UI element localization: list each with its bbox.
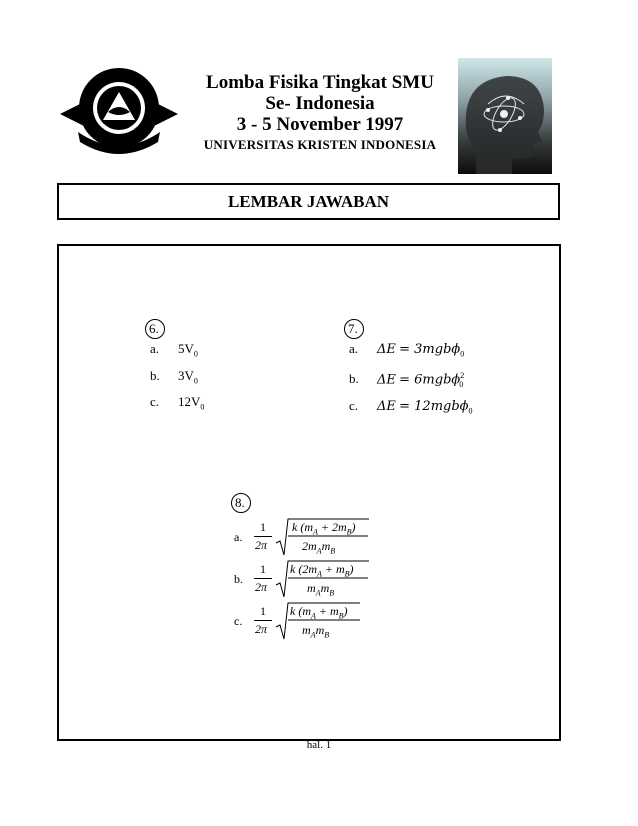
q8b-coef-bar: [254, 578, 272, 579]
q8-option-c[interactable]: c. 1 2π k $(m_A + m_B)$ $m_Am_B$: [234, 601, 384, 641]
answer-sheet-banner: [57, 183, 560, 220]
title-line-2: Se- Indonesia: [265, 93, 375, 114]
q7-option-c[interactable]: c. ΔE = 12mgbϕ$_0$: [349, 397, 473, 416]
university-name: UNIVERSITAS KRISTEN INDONESIA: [203, 137, 437, 152]
q7-option-a[interactable]: a. ΔE = 3mgbϕ$_0$: [349, 341, 465, 359]
title-line-1: Lomba Fisika Tingkat SMU: [206, 72, 434, 93]
q8b-denominator: $m_Am_B$: [307, 581, 335, 598]
page-number: hal. 1: [306, 739, 332, 751]
q8a-coef-bar: [254, 536, 272, 537]
q6-option-c[interactable]: c. $12V_0$: [150, 394, 205, 412]
header-title-block: [190, 72, 450, 155]
question-6-number: 6.: [149, 321, 159, 336]
q8-option-b[interactable]: b. 1 2π k $(2m_A + m_B)$ $m_Am_B$: [234, 559, 384, 599]
answer-box: [57, 244, 561, 741]
question-7-number: 7.: [348, 321, 358, 336]
q6-option-b[interactable]: b. $3V_0$: [150, 367, 198, 386]
q8a-numerator: k $(m_A + 2m_B)$: [292, 520, 356, 537]
head-silhouette-image: [458, 58, 552, 174]
q7-option-b[interactable]: b. ΔE = 6mgbϕ$^2_0$: [349, 370, 465, 389]
q8b-numerator: k $(2m_A + m_B)$: [290, 562, 354, 579]
title-line-3: 3 - 5 November 1997: [236, 114, 404, 135]
q8a-denominator: $2m_Am_B$: [302, 539, 336, 556]
university-logo: [58, 62, 180, 156]
question-7-options: [349, 338, 473, 421]
q8c-denominator: $m_Am_B$: [302, 623, 330, 640]
banner-title: LEMBAR JAWABAN: [227, 192, 390, 211]
question-8-number: 8.: [235, 495, 245, 510]
q8c-numerator: k $(m_A + m_B)$: [290, 604, 348, 621]
q8-option-a[interactable]: a. 1 2π k $(m_A + 2m_B)$ $2m_Am_B$: [234, 517, 384, 557]
question-6-options: [150, 338, 204, 418]
q6-option-a[interactable]: a. $5V_0$: [150, 341, 198, 359]
q8c-coef-bar: [254, 620, 272, 621]
